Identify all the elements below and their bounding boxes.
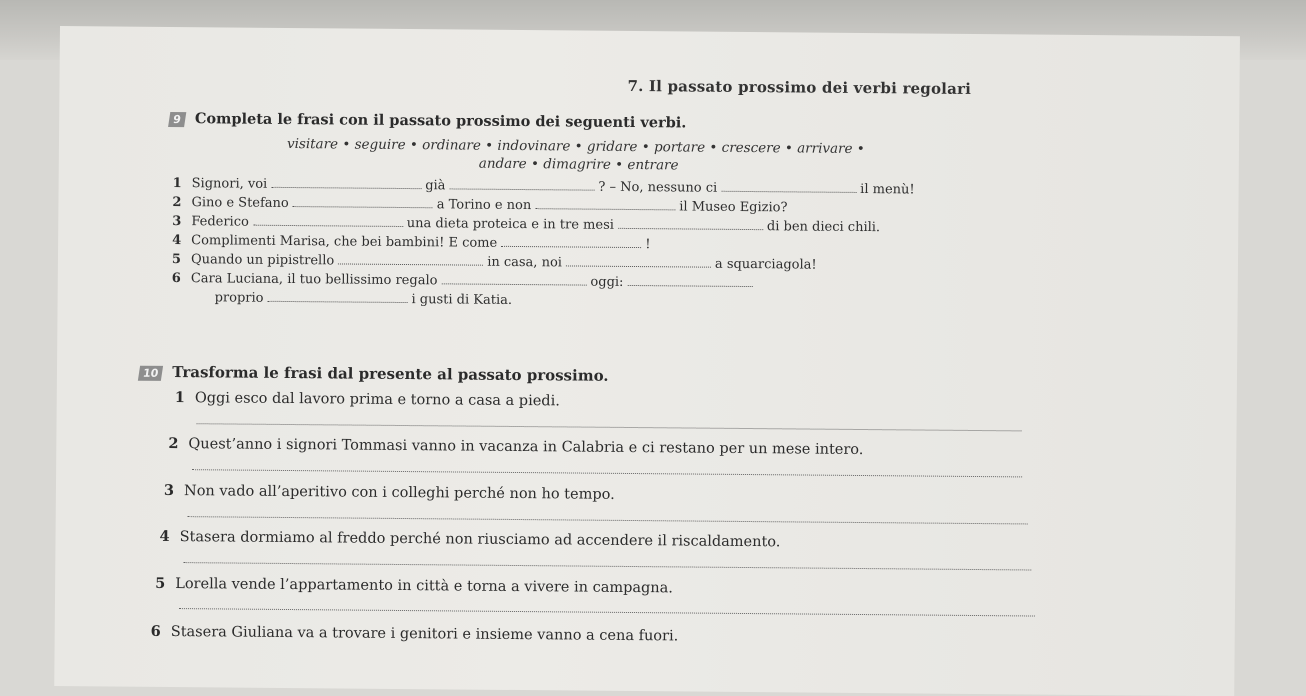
item-text: Quando un pipistrello	[190, 252, 335, 269]
item-text: in casa, noi	[487, 254, 563, 271]
item-text: Lorella vende l’appartamento in città e torna a vivere in campagna.	[175, 576, 674, 597]
ex9-item-6	[172, 271, 757, 291]
item-number: 6	[171, 270, 181, 287]
item-text: ? – No, nessuno ci	[598, 179, 718, 196]
item-number: 1	[174, 389, 185, 407]
item-text: Complimenti Marisa, che bei bambini! E come	[191, 233, 498, 251]
item-text: proprio	[214, 290, 264, 306]
item-text: già	[425, 178, 446, 194]
ex10-item-4	[159, 528, 780, 550]
exercise-9-heading	[169, 110, 686, 132]
blank-field[interactable]	[501, 245, 641, 248]
wordbank-line-2: andare • dimagrire • entrare	[478, 155, 679, 174]
item-text: Signori, voi	[191, 176, 268, 192]
blank-field[interactable]	[535, 207, 675, 210]
item-text: a squarciagola!	[714, 256, 817, 273]
item-number: 2	[172, 194, 182, 211]
item-text: Gino e Stefano	[191, 195, 289, 212]
item-number: 4	[172, 232, 182, 249]
item-text: il Museo Egizio?	[679, 199, 788, 216]
blank-field[interactable]	[267, 300, 407, 303]
ex10-item-3	[164, 482, 615, 503]
ex9-item-5	[172, 252, 817, 273]
wordbank-line-1: visitare • seguire • ordinare • indovinare • gridare • portare • crescere • arrivare •	[286, 135, 865, 158]
item-number: 2	[168, 434, 179, 453]
blank-field[interactable]	[441, 282, 586, 285]
blank-field[interactable]	[627, 284, 752, 287]
blank-field[interactable]	[618, 227, 763, 230]
item-number: 5	[155, 574, 166, 592]
item-number: 5	[171, 251, 182, 268]
item-text: una dieta proteica e in tre mesi	[406, 216, 615, 233]
ex10-item-6	[151, 623, 679, 645]
item-text: Federico	[191, 214, 249, 230]
answer-line-3[interactable]	[188, 516, 1028, 524]
item-number: 3	[172, 213, 182, 230]
item-text: !	[645, 237, 651, 253]
answer-line-5[interactable]	[179, 608, 1035, 616]
answer-line-1[interactable]	[197, 423, 1022, 431]
textbook-page	[54, 26, 1240, 696]
item-text: i gusti di Katia.	[411, 292, 513, 308]
answer-line-4[interactable]	[183, 562, 1031, 570]
answer-line-2[interactable]	[192, 469, 1022, 477]
blank-field[interactable]	[449, 187, 594, 190]
blank-field[interactable]	[253, 224, 403, 227]
exercise-10-number: 10	[138, 366, 164, 381]
blank-field[interactable]	[566, 264, 711, 267]
ex9-item-4	[172, 233, 650, 252]
exercise-9-number: 9	[168, 112, 186, 127]
item-number: 3	[163, 481, 175, 500]
exercise-10-heading	[139, 363, 609, 385]
item-text: Non vado all’aperitivo con i colleghi perché non ho tempo.	[183, 483, 615, 503]
item-number: 4	[159, 527, 170, 545]
ex10-item-2	[168, 435, 863, 458]
blank-field[interactable]	[293, 205, 433, 208]
blank-field[interactable]	[721, 190, 856, 193]
blank-field[interactable]	[338, 262, 483, 265]
item-text: a Torino e non	[436, 197, 532, 214]
exercise-10-instruction: Trasforma le frasi dal presente al passato prossimo.	[172, 362, 609, 385]
item-text: oggi:	[590, 274, 624, 290]
item-number: 6	[150, 622, 161, 640]
item-number: 1	[172, 175, 182, 192]
ex9-item-2	[172, 195, 787, 215]
ex10-item-5	[155, 575, 673, 597]
item-text: il menù!	[860, 181, 915, 198]
item-text: Quest’anno i signori Tommasi vanno in vacanza in Calabria e ci restano per un mese intero.	[188, 436, 864, 459]
ex10-item-1	[175, 389, 560, 409]
item-text: Cara Luciana, il tuo bellissimo regalo	[190, 271, 438, 289]
item-text: di ben dieci chili.	[766, 219, 881, 236]
item-text: Oggi esco dal lavoro prima e torno a casa a piedi.	[194, 390, 560, 410]
exercise-9-instruction: Completa le frasi con il passato prossimo dei seguenti verbi.	[194, 110, 687, 132]
item-text: Stasera dormiamo al freddo perché non riusciamo ad accendere il riscaldamento.	[179, 529, 781, 551]
item-text: Stasera Giuliana va a trovare i genitori e insieme vanno a cena fuori.	[170, 623, 679, 645]
ex9-item-3	[172, 214, 880, 235]
ex9-item-1	[173, 176, 915, 197]
blank-field[interactable]	[271, 186, 421, 189]
chapter-title: 7. Il passato prossimo dei verbi regolari	[627, 76, 972, 98]
ex9-item-6-continuation	[215, 290, 513, 308]
